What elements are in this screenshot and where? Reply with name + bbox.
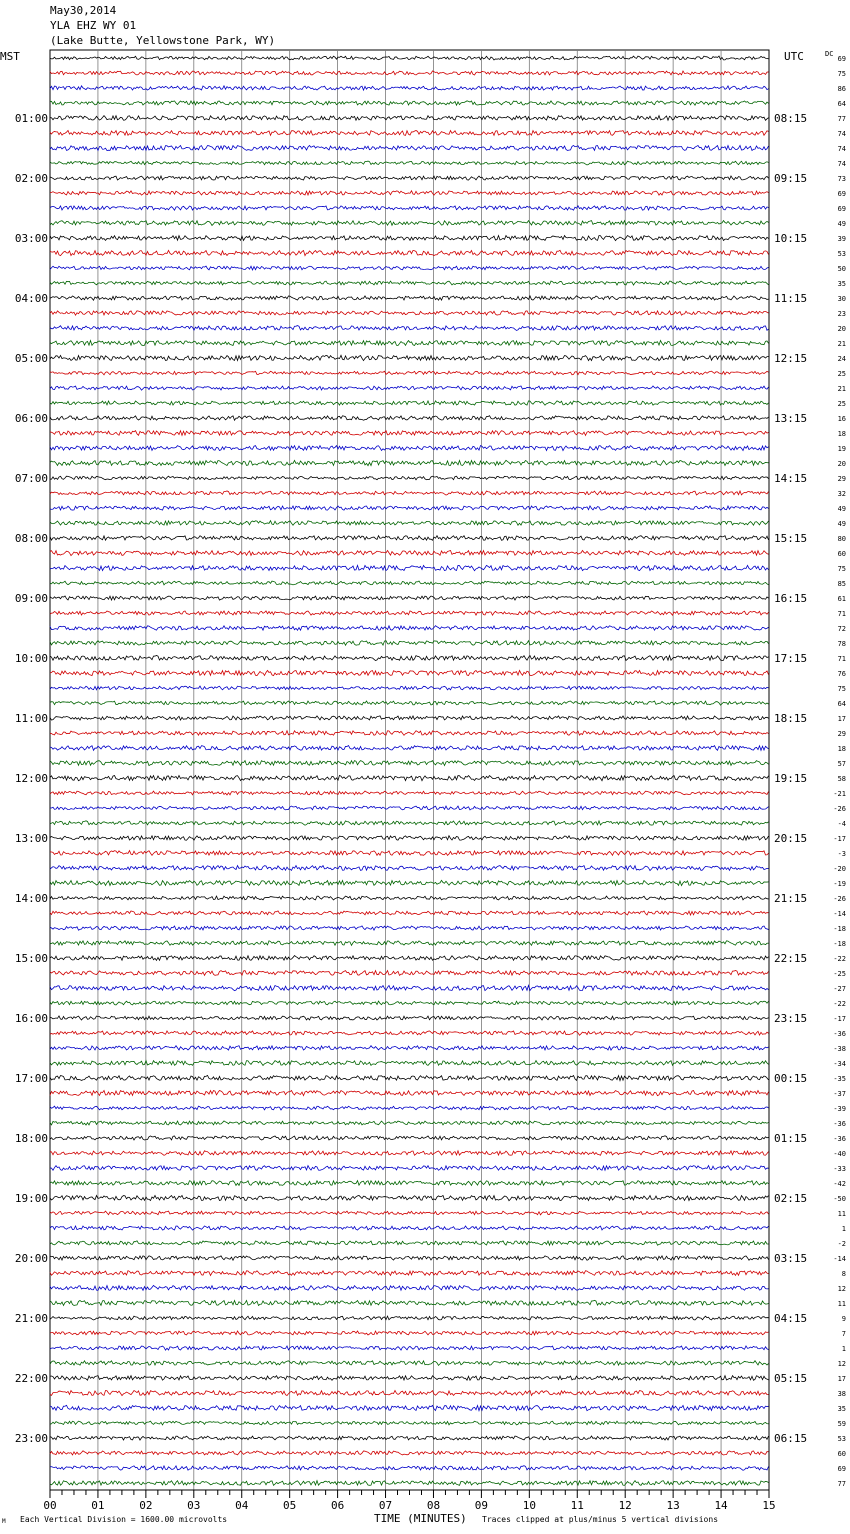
trace-line — [50, 836, 769, 841]
x-tick-label: 10 — [522, 1499, 536, 1512]
hour-label-local: 16:00 — [14, 1012, 48, 1025]
trace-line — [50, 311, 769, 315]
dc-offset-label: 53 — [837, 1435, 846, 1443]
dc-label: DC — [825, 50, 834, 58]
dc-offset-label: 7 — [841, 1330, 846, 1338]
dc-offset-label: 78 — [837, 640, 846, 648]
trace-line — [50, 851, 769, 856]
hour-label-utc: 14:15 — [774, 472, 808, 485]
hour-label-local: 03:00 — [14, 232, 48, 245]
dc-offset-label: -26 — [833, 895, 846, 903]
dc-offset-label: 76 — [837, 670, 846, 678]
trace-line — [50, 1001, 769, 1005]
dc-offset-label: 20 — [837, 460, 846, 468]
trace-line — [50, 341, 769, 346]
dc-offset-label: 49 — [837, 220, 846, 228]
dc-offset-label: 49 — [837, 520, 846, 528]
trace-line — [50, 86, 769, 90]
trace-line — [50, 506, 769, 510]
trace-line — [50, 1451, 769, 1455]
dc-offset-label: 17 — [837, 1375, 846, 1383]
header-station: YLA EHZ WY 01 — [50, 19, 137, 32]
hour-label-local: 05:00 — [14, 352, 48, 365]
dc-offset-label: -14 — [833, 910, 846, 918]
dc-offset-label: -21 — [833, 790, 846, 798]
hour-label-utc: 17:15 — [774, 652, 808, 665]
hour-label-utc: 13:15 — [774, 412, 808, 425]
trace-line — [50, 101, 769, 105]
trace-line — [50, 266, 769, 270]
dc-offset-label: 75 — [837, 565, 846, 573]
trace-line — [50, 1285, 769, 1290]
trace-line — [50, 686, 769, 690]
trace-line — [50, 1031, 769, 1035]
hour-label-local: 14:00 — [14, 892, 48, 905]
hour-label-utc: 18:15 — [774, 712, 808, 725]
dc-offset-label: 57 — [837, 760, 846, 768]
dc-offset-label: 29 — [837, 475, 846, 483]
trace-line — [50, 145, 769, 150]
dc-offset-label: 8 — [841, 1270, 846, 1278]
hour-label-utc: 10:15 — [774, 232, 808, 245]
dc-offset-label: 16 — [837, 415, 846, 423]
dc-offset-label: 1 — [841, 1225, 846, 1233]
hour-label-local: 23:00 — [14, 1432, 48, 1445]
trace-line — [50, 775, 769, 780]
corner-mark: M — [2, 1518, 6, 1525]
trace-line — [50, 491, 769, 495]
trace-line — [50, 550, 769, 555]
dc-offset-label: 32 — [837, 490, 846, 498]
dc-offset-label: 75 — [837, 685, 846, 693]
trace-line — [50, 1300, 769, 1305]
hour-label-utc: 20:15 — [774, 832, 808, 845]
trace-line — [50, 926, 769, 930]
dc-offset-label: 35 — [837, 280, 846, 288]
x-tick-label: 03 — [187, 1499, 201, 1512]
hour-label-utc: 23:15 — [774, 1012, 808, 1025]
dc-offset-label: 38 — [837, 1390, 846, 1398]
trace-line — [50, 296, 769, 300]
dc-offset-label: 12 — [837, 1360, 846, 1368]
trace-line — [50, 1195, 769, 1200]
x-tick-label: 00 — [43, 1499, 57, 1512]
hour-label-local: 17:00 — [14, 1072, 48, 1085]
x-tick-label: 04 — [235, 1499, 249, 1512]
trace-line — [50, 476, 769, 480]
hour-label-local: 20:00 — [14, 1252, 48, 1265]
trace-line — [50, 1166, 769, 1171]
hour-label-local: 15:00 — [14, 952, 48, 965]
dc-offset-label: 59 — [837, 1420, 846, 1428]
trace-line — [50, 326, 769, 331]
dc-offset-label: -4 — [837, 820, 846, 828]
trace-line — [50, 866, 769, 871]
x-tick-label: 15 — [762, 1499, 776, 1512]
trace-line — [50, 236, 769, 241]
trace-line — [50, 1046, 769, 1050]
trace-line — [50, 1376, 769, 1381]
trace-line — [50, 446, 769, 451]
hour-label-utc: 19:15 — [774, 772, 808, 785]
hour-label-utc: 22:15 — [774, 952, 808, 965]
dc-offset-label: 12 — [837, 1285, 846, 1293]
dc-offset-label: 74 — [837, 160, 846, 168]
trace-line — [50, 1151, 769, 1156]
trace-line — [50, 791, 769, 795]
hour-label-utc: 00:15 — [774, 1072, 808, 1085]
trace-line — [50, 191, 769, 195]
trace-line — [50, 1241, 769, 1245]
trace-line — [50, 56, 769, 60]
header-date: May30,2014 — [50, 4, 117, 17]
x-tick-label: 07 — [378, 1499, 393, 1512]
hour-label-local: 11:00 — [14, 712, 48, 725]
trace-line — [50, 701, 769, 705]
dc-offset-label: -27 — [833, 985, 846, 993]
trace-line — [50, 536, 769, 541]
x-axis-title: TIME (MINUTES) — [374, 1512, 467, 1525]
dc-offset-label: 80 — [837, 535, 846, 543]
left-zone-label: MST — [0, 50, 20, 63]
hour-label-local: 04:00 — [14, 292, 48, 305]
hour-label-local: 08:00 — [14, 532, 48, 545]
dc-offset-label: -26 — [833, 805, 846, 813]
dc-offset-label: 64 — [837, 100, 846, 108]
dc-offset-label: -20 — [833, 865, 846, 873]
dc-offset-label: 9 — [841, 1315, 846, 1323]
dc-offset-label: -14 — [833, 1255, 846, 1263]
dc-offset-label: -17 — [833, 835, 846, 843]
x-tick-label: 13 — [666, 1499, 680, 1512]
dc-offset-label: -3 — [837, 850, 846, 858]
x-tick-label: 05 — [283, 1499, 297, 1512]
trace-line — [50, 565, 769, 570]
dc-offset-label: 19 — [837, 445, 846, 453]
trace-line — [50, 1121, 769, 1125]
trace-line — [50, 1226, 769, 1230]
dc-offset-label: 17 — [837, 715, 846, 723]
trace-line — [50, 1361, 769, 1366]
trace-line — [50, 1136, 769, 1140]
dc-offset-label: 72 — [837, 625, 846, 633]
trace-line — [50, 806, 769, 810]
dc-offset-label: 64 — [837, 700, 846, 708]
trace-line — [50, 821, 769, 825]
trace-line — [50, 581, 769, 585]
dc-offset-label: 73 — [837, 175, 846, 183]
trace-line — [50, 911, 769, 915]
x-tick-label: 01 — [91, 1499, 105, 1512]
dc-offset-label: 85 — [837, 580, 846, 588]
dc-offset-label: 24 — [837, 355, 846, 363]
hour-label-utc: 12:15 — [774, 352, 808, 365]
trace-line — [50, 1331, 769, 1335]
dc-offset-label: -22 — [833, 955, 846, 963]
dc-offset-label: -22 — [833, 1000, 846, 1008]
dc-offset-label: 69 — [837, 1465, 846, 1473]
hour-label-local: 22:00 — [14, 1372, 48, 1385]
dc-offset-label: 74 — [837, 145, 846, 153]
trace-line — [50, 130, 769, 135]
hour-label-local: 07:00 — [14, 472, 48, 485]
trace-line — [50, 970, 769, 975]
dc-offset-label: 18 — [837, 430, 846, 438]
dc-offset-label: -40 — [833, 1150, 846, 1158]
trace-line — [50, 521, 769, 526]
x-tick-label: 11 — [570, 1499, 584, 1512]
clip-note: Traces clipped at plus/minus 5 vertical divisions — [482, 1515, 719, 1524]
trace-line — [50, 1405, 769, 1410]
trace-line — [50, 896, 769, 900]
trace-line — [50, 1256, 769, 1260]
dc-offset-label: 20 — [837, 325, 846, 333]
trace-line — [50, 761, 769, 766]
trace-line — [50, 250, 769, 255]
x-tick-label: 14 — [714, 1499, 728, 1512]
dc-offset-label: -39 — [833, 1105, 846, 1113]
dc-offset-label: 75 — [837, 70, 846, 78]
dc-offset-label: 30 — [837, 295, 846, 303]
hour-label-utc: 02:15 — [774, 1192, 808, 1205]
dc-offset-label: 58 — [837, 775, 846, 783]
trace-line — [50, 161, 769, 165]
dc-offset-label: 71 — [837, 610, 846, 618]
trace-line — [50, 1316, 769, 1320]
hour-label-local: 10:00 — [14, 652, 48, 665]
hour-label-local: 06:00 — [14, 412, 48, 425]
trace-line — [50, 116, 769, 121]
scale-note: Each Vertical Division = 1600.00 microvolts — [20, 1515, 228, 1524]
dc-offset-label: -50 — [833, 1195, 846, 1203]
hour-label-utc: 01:15 — [774, 1132, 808, 1145]
trace-line — [50, 746, 769, 751]
hour-label-local: 02:00 — [14, 172, 48, 185]
hour-label-utc: 16:15 — [774, 592, 808, 605]
trace-line — [50, 206, 769, 210]
trace-line — [50, 1421, 769, 1425]
dc-offset-label: 50 — [837, 265, 846, 273]
trace-line — [50, 460, 769, 465]
trace-line — [50, 1436, 769, 1440]
hour-label-local: 19:00 — [14, 1192, 48, 1205]
hour-label-utc: 21:15 — [774, 892, 808, 905]
dc-offset-label: 69 — [837, 190, 846, 198]
dc-offset-label: 49 — [837, 505, 846, 513]
dc-offset-label: 25 — [837, 370, 846, 378]
hour-label-local: 13:00 — [14, 832, 48, 845]
trace-line — [50, 611, 769, 615]
dc-offset-label: 23 — [837, 310, 846, 318]
trace-line — [50, 985, 769, 990]
dc-offset-label: -38 — [833, 1045, 846, 1053]
dc-offset-label: -34 — [833, 1060, 846, 1068]
hour-label-utc: 03:15 — [774, 1252, 808, 1265]
hour-label-local: 09:00 — [14, 592, 48, 605]
trace-line — [50, 71, 769, 75]
trace-line — [50, 626, 769, 631]
trace-line — [50, 670, 769, 675]
dc-offset-label: -33 — [833, 1165, 846, 1173]
trace-line — [50, 1211, 769, 1215]
trace-line — [50, 716, 769, 720]
trace-line — [50, 880, 769, 885]
trace-line — [50, 176, 769, 180]
hour-label-utc: 11:15 — [774, 292, 808, 305]
hour-label-local: 18:00 — [14, 1132, 48, 1145]
hour-label-local: 21:00 — [14, 1312, 48, 1325]
hour-label-utc: 04:15 — [774, 1312, 808, 1325]
trace-line — [50, 416, 769, 421]
dc-offset-label: 11 — [837, 1300, 846, 1308]
dc-offset-label: 77 — [837, 1480, 846, 1488]
trace-line — [50, 941, 769, 946]
dc-offset-label: 25 — [837, 400, 846, 408]
hour-label-utc: 05:15 — [774, 1372, 808, 1385]
dc-offset-label: -36 — [833, 1030, 846, 1038]
trace-line — [50, 1090, 769, 1095]
trace-line — [50, 221, 769, 226]
x-tick-label: 08 — [426, 1499, 441, 1512]
dc-offset-label: -42 — [833, 1180, 846, 1188]
trace-line — [50, 386, 769, 390]
dc-offset-label: 69 — [837, 205, 846, 213]
trace-line — [50, 431, 769, 436]
dc-offset-label: 53 — [837, 250, 846, 258]
dc-offset-label: 74 — [837, 130, 846, 138]
dc-offset-label: 69 — [837, 55, 846, 63]
dc-offset-label: -18 — [833, 940, 846, 948]
hour-label-local: 01:00 — [14, 112, 48, 125]
trace-line — [50, 655, 769, 660]
trace-line — [50, 1181, 769, 1186]
header-location: (Lake Butte, Yellowstone Park, WY) — [50, 34, 276, 47]
trace-line — [50, 596, 769, 600]
x-tick-label: 09 — [474, 1499, 489, 1512]
trace-line — [50, 371, 769, 375]
hour-label-utc: 08:15 — [774, 112, 808, 125]
dc-offset-label: 18 — [837, 745, 846, 753]
dc-offset-label: -36 — [833, 1135, 846, 1143]
trace-line — [50, 641, 769, 646]
dc-offset-label: -35 — [833, 1075, 846, 1083]
right-zone-label: UTC — [784, 50, 804, 63]
dc-offset-label: -2 — [837, 1240, 846, 1248]
dc-offset-label: 11 — [837, 1210, 846, 1218]
dc-offset-label: 71 — [837, 655, 846, 663]
dc-offset-label: 39 — [837, 235, 846, 243]
trace-line — [50, 1391, 769, 1396]
dc-offset-label: -37 — [833, 1090, 846, 1098]
trace-line — [50, 355, 769, 360]
dc-offset-label: 21 — [837, 340, 846, 348]
dc-offset-label: 21 — [837, 385, 846, 393]
dc-offset-label: -36 — [833, 1120, 846, 1128]
hour-label-local: 12:00 — [14, 772, 48, 785]
dc-offset-label: -17 — [833, 1015, 846, 1023]
trace-line — [50, 1061, 769, 1066]
dc-offset-label: 60 — [837, 550, 846, 558]
dc-offset-label: -25 — [833, 970, 846, 978]
trace-line — [50, 1466, 769, 1471]
trace-line — [50, 281, 769, 285]
trace-line — [50, 1271, 769, 1276]
trace-line — [50, 731, 769, 736]
dc-offset-label: 86 — [837, 85, 846, 93]
hour-label-utc: 09:15 — [774, 172, 808, 185]
trace-line — [50, 1481, 769, 1486]
x-tick-label: 02 — [139, 1499, 153, 1512]
dc-offset-label: 35 — [837, 1405, 846, 1413]
trace-line — [50, 956, 769, 961]
hour-label-utc: 15:15 — [774, 532, 808, 545]
trace-line — [50, 1106, 769, 1110]
dc-offset-label: 29 — [837, 730, 846, 738]
x-tick-label: 06 — [330, 1499, 345, 1512]
x-tick-label: 12 — [618, 1499, 632, 1512]
trace-line — [50, 401, 769, 405]
dc-offset-label: 77 — [837, 115, 846, 123]
dc-offset-label: 61 — [837, 595, 846, 603]
hour-label-utc: 06:15 — [774, 1432, 808, 1445]
dc-offset-label: -19 — [833, 880, 846, 888]
trace-line — [50, 1075, 769, 1080]
dc-offset-label: -18 — [833, 925, 846, 933]
dc-offset-label: 1 — [841, 1345, 846, 1353]
trace-line — [50, 1016, 769, 1020]
dc-offset-label: 60 — [837, 1450, 846, 1458]
trace-line — [50, 1346, 769, 1350]
